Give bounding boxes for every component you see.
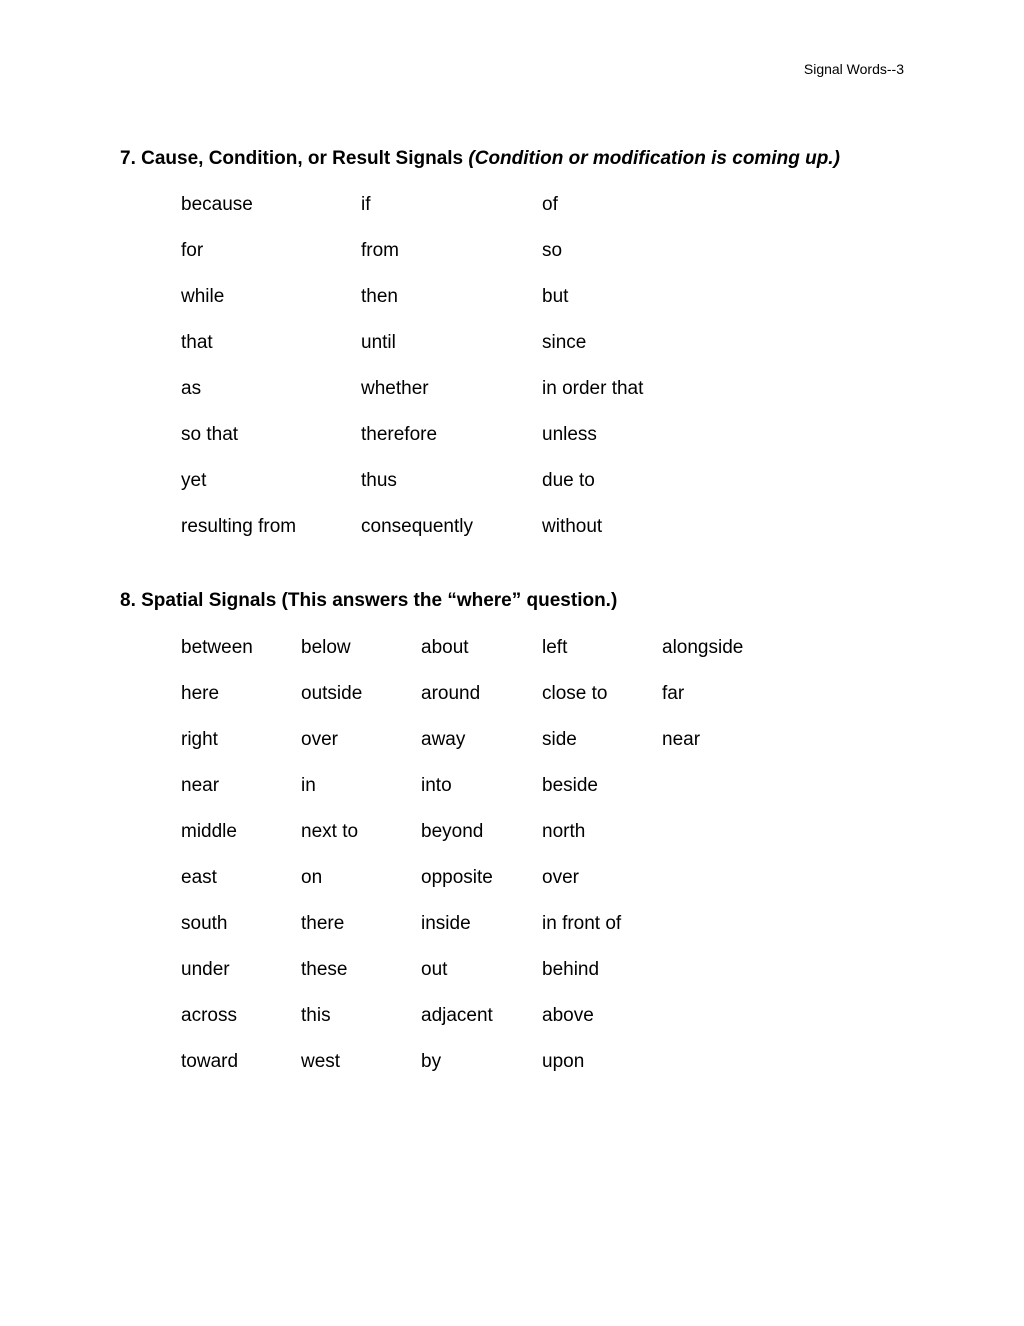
signal-word: upon: [542, 1051, 585, 1072]
section-7-title: 7. Cause, Condition, or Result Signals: [120, 148, 464, 169]
signal-word: so that: [181, 424, 239, 445]
signal-word: in order that: [542, 378, 644, 399]
signal-word: [662, 958, 802, 982]
signal-word: [662, 774, 802, 798]
signal-word: on: [301, 867, 323, 888]
signal-word: inside: [421, 913, 471, 934]
signal-word: outside: [301, 683, 363, 704]
signal-word: over: [542, 867, 579, 888]
signal-word: from: [361, 240, 399, 261]
signal-word: behind: [542, 959, 600, 980]
signal-word: next to: [301, 821, 359, 842]
page-header: Signal Words--3: [803, 61, 904, 77]
signal-word: beyond: [421, 821, 484, 842]
signal-word: [662, 1050, 802, 1074]
signal-word: so: [542, 240, 563, 261]
signal-word: while: [181, 286, 225, 307]
signal-word: above: [542, 1005, 594, 1026]
signal-word: east: [181, 867, 217, 888]
signal-word: because: [181, 194, 253, 215]
signal-word: close to: [542, 683, 608, 704]
signal-word: away: [421, 729, 466, 750]
signal-word: beside: [542, 775, 598, 796]
signal-word: then: [361, 286, 398, 307]
signal-word: of: [542, 194, 558, 215]
signal-word: here: [181, 683, 220, 704]
signal-word: [662, 820, 802, 844]
signal-word: across: [181, 1005, 237, 1026]
signal-word: left: [542, 637, 568, 658]
signal-word: west: [301, 1051, 341, 1072]
signal-word: thus: [361, 470, 397, 491]
signal-word: whether: [361, 378, 429, 399]
signal-word: [662, 1004, 802, 1028]
cause-condition-result-word-list: [181, 193, 742, 539]
signal-word: between: [181, 637, 253, 658]
signal-word: since: [542, 332, 587, 353]
spatial-signals-word-list: [181, 636, 802, 1074]
signal-word: without: [542, 516, 603, 537]
signal-word: around: [421, 683, 481, 704]
signal-word: [662, 912, 802, 936]
signal-word: by: [421, 1051, 442, 1072]
signal-word: therefore: [361, 424, 438, 445]
signal-word: due to: [542, 470, 595, 491]
signal-word: in front of: [542, 913, 622, 934]
signal-word: that: [181, 332, 213, 353]
signal-word: for: [181, 240, 204, 261]
signal-word: near: [662, 729, 701, 750]
signal-word: far: [662, 683, 685, 704]
signal-word: near: [181, 775, 220, 796]
signal-word: resulting from: [181, 516, 297, 537]
signal-word: this: [301, 1005, 331, 1026]
signal-word: into: [421, 775, 452, 796]
signal-word: below: [301, 637, 351, 658]
signal-word: side: [542, 729, 577, 750]
signal-word: unless: [542, 424, 597, 445]
signal-word: opposite: [421, 867, 493, 888]
signal-word: under: [181, 959, 230, 980]
signal-word: out: [421, 959, 448, 980]
signal-word: as: [181, 378, 202, 399]
signal-word: if: [361, 194, 371, 215]
signal-word: there: [301, 913, 345, 934]
signal-word: these: [301, 959, 348, 980]
section-7-heading: [120, 147, 840, 171]
signal-word: over: [301, 729, 338, 750]
section-8-heading: 8. Spatial Signals (This answers the “where” question.): [120, 590, 618, 611]
signal-word: adjacent: [421, 1005, 493, 1026]
signal-word: right: [181, 729, 218, 750]
signal-word: middle: [181, 821, 237, 842]
signal-word: consequently: [361, 516, 473, 537]
signal-word: in: [301, 775, 316, 796]
signal-word: toward: [181, 1051, 239, 1072]
signal-word: alongside: [662, 637, 744, 658]
signal-word: yet: [181, 470, 207, 491]
signal-word: until: [361, 332, 396, 353]
signal-word: north: [542, 821, 586, 842]
signal-word: [662, 866, 802, 890]
signal-word: south: [181, 913, 228, 934]
signal-word: about: [421, 637, 469, 658]
signal-word: but: [542, 286, 569, 307]
section-7-note: (Condition or modification is coming up.): [468, 148, 840, 169]
